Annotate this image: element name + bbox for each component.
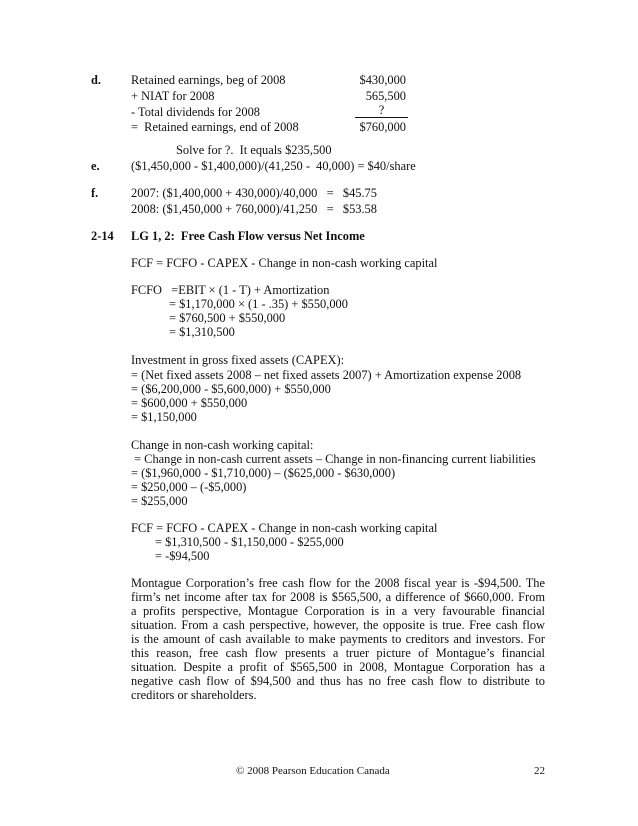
problem-title: LG 1, 2: Free Cash Flow versus Net Income [131,229,365,243]
part-d-row-text: = Retained earnings, end of 2008 [131,120,299,134]
conclusion-line: situation. From a cash perspective, however, the opposite is true. Free cash flow [131,618,545,632]
fcf-calc-line: FCF = FCFO - CAPEX - Change in non-cash working capital [131,521,438,535]
sum-underline [355,117,408,118]
part-d-row-text: - Total dividends for 2008 [131,105,260,119]
part-e-text: ($1,450,000 - $1,400,000)/(41,250 - 40,000) = $40/share [131,159,416,173]
footer-copyright: © 2008 Pearson Education Canada [236,765,390,777]
conclusion-line: negative cash flow of $94,500 and thus has no free cash flow to distribute to [131,674,545,688]
fcf-calc-line: = $1,310,500 - $1,150,000 - $255,000 [155,535,344,549]
part-d-label: d. [91,73,101,87]
nwc-line: Change in non-cash working capital: [131,438,314,452]
nwc-line: = ($1,960,000 - $1,710,000) – ($625,000 - $630,000) [131,466,396,480]
conclusion-line: a profits perspective, Montague Corporation is in a very favourable financial [131,604,545,618]
fcf-calc-line: = -$94,500 [155,549,210,563]
part-d-solve: Solve for ?. It equals $235,500 [176,143,332,157]
fcfo-line: = $760,500 + $550,000 [169,311,286,325]
part-d-row-value: 565,500 [365,89,406,103]
capex-line: = ($6,200,000 - $5,600,000) + $550,000 [131,382,331,396]
part-f-line: 2008: ($1,450,000 + 760,000)/41,250 = $53.58 [131,202,377,216]
nwc-line: = $250,000 – (-$5,000) [131,480,247,494]
conclusion-line: firm’s net income after tax for 2008 is $565,500, a difference of $660,000. From [131,590,545,604]
part-d-row-text: + NIAT for 2008 [131,89,215,103]
part-f-label: f. [91,186,99,200]
conclusion-line: creditors or shareholders. [131,688,257,702]
fcfo-line: = $1,170,000 × (1 - .35) + $550,000 [169,297,348,311]
conclusion-line: is the amount of cash available to make payments to creditors and investors. For [131,632,545,646]
part-d-row-value: $430,000 [359,73,406,87]
conclusion-line: this reason, free cash flow presents a truer picture of Montague’s financial [131,646,545,660]
capex-line: = $600,000 + $550,000 [131,396,248,410]
page-number: 22 [534,765,545,777]
part-e-label: e. [91,159,100,173]
nwc-line: = Change in non-cash current assets – Change in non-financing current liabilities [131,452,536,466]
capex-line: = (Net fixed assets 2008 – net fixed assets 2007) + Amortization expense 2008 [131,368,522,382]
part-d-row-value: ? [378,103,385,117]
fcf-formula: FCF = FCFO - CAPEX - Change in non-cash working capital [131,256,438,270]
fcfo-line: = $1,310,500 [169,325,235,339]
part-d-row-value: $760,000 [359,120,406,134]
fcfo-line: FCFO =EBIT × (1 - T) + Amortization [131,283,330,297]
conclusion-line: situation. Despite a profit of $565,500 in 2008, Montague Corporation has a [131,660,545,674]
part-f-line: 2007: ($1,400,000 + 430,000)/40,000 = $45.75 [131,186,377,200]
part-d-row-text: Retained earnings, beg of 2008 [131,73,286,87]
capex-line: = $1,150,000 [131,410,197,424]
nwc-line: = $255,000 [131,494,188,508]
problem-number: 2-14 [91,229,114,243]
conclusion-line: Montague Corporation’s free cash flow for the 2008 fiscal year is -$94,500. The [131,576,545,590]
capex-line: Investment in gross fixed assets (CAPEX): [131,353,345,367]
